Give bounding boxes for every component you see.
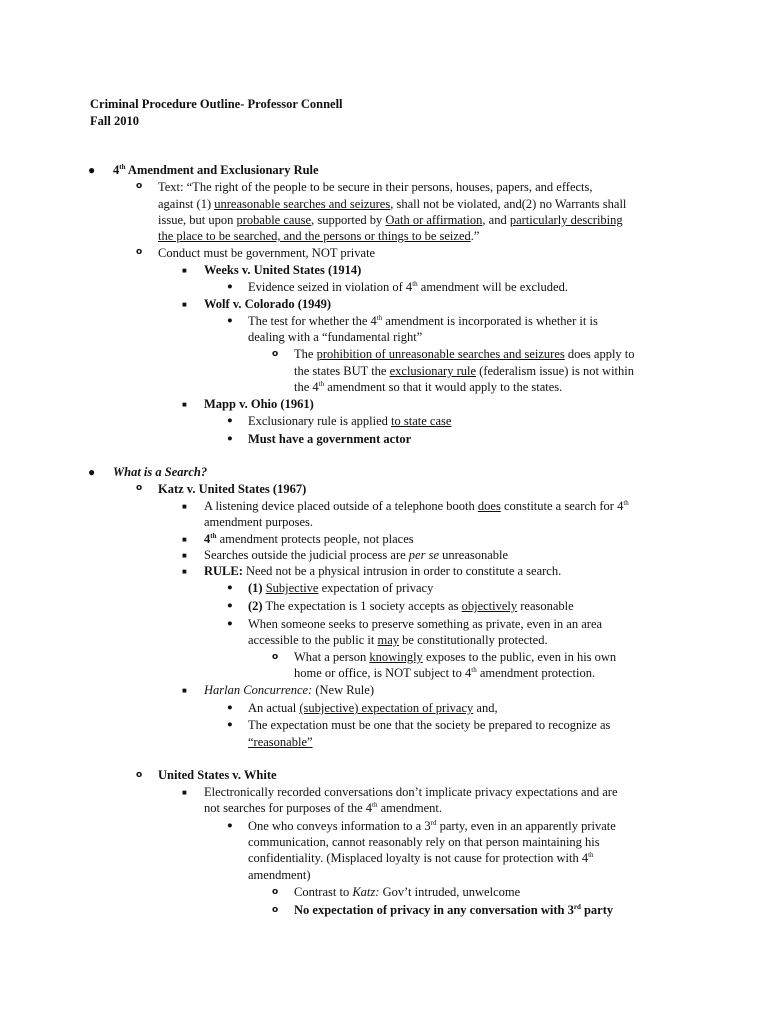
- case-weeks: Weeks v. United States (1914): [204, 263, 362, 277]
- case-katz: Katz v. United States (1967): [158, 482, 307, 496]
- bullet-marker-level4: ●: [227, 434, 233, 444]
- bullet-marker-level5: o: [272, 905, 279, 915]
- document-term: Fall 2010: [90, 114, 139, 128]
- mapp-point: Exclusionary rule is applied to state case: [248, 414, 452, 428]
- amendment-text-line: against (1) unreasonable searches and seizures, shall not be violated, and(2) no Warrants shall: [158, 197, 627, 211]
- white-conclusion: No expectation of privacy in any conversation with 3rd party: [294, 903, 614, 917]
- document-title: Criminal Procedure Outline- Professor Connell: [90, 97, 343, 111]
- bullet-marker-level3: ■: [182, 266, 187, 275]
- rule-element: When someone seeks to preserve something as private, even in an area: [248, 617, 603, 631]
- harlan-concurrence: Harlan Concurrence: (New Rule): [204, 683, 374, 697]
- bullet-marker-level4: ●: [227, 416, 233, 426]
- bullet-marker-level2: o: [136, 770, 143, 780]
- wolf-point-line: dealing with a “fundamental right”: [248, 330, 423, 344]
- white-subpoint: One who conveys information to a 3rd party, even in an apparently private: [248, 819, 616, 833]
- bullet-marker-level5: o: [272, 887, 279, 897]
- amendment-text-line: issue, but upon probable cause, supported by Oath or affirmation, and particularly describing: [158, 213, 623, 227]
- bullet-marker-level4: ●: [227, 821, 233, 831]
- section-heading-fourth-amendment: 4th Amendment and Exclusionary Rule: [113, 163, 319, 177]
- bullet-marker-level5: o: [272, 652, 279, 662]
- katz-point-line: amendment purposes.: [204, 515, 314, 529]
- rule-element-line: accessible to the public it may be constitutionally protected.: [248, 633, 548, 647]
- rule-element: (1) Subjective expectation of privacy: [248, 581, 434, 595]
- bullet-marker-level2: o: [136, 247, 143, 257]
- mapp-point: Must have a government actor: [248, 432, 412, 446]
- bullet-marker-level3: ■: [182, 400, 187, 409]
- wolf-subpoint-line: the 4th amendment so that it would apply to the states.: [294, 380, 563, 394]
- bullet-marker-level2: o: [136, 181, 143, 191]
- white-subpoint-line: confidentiality. (Misplaced loyalty is not cause for protection with 4th: [248, 851, 594, 865]
- section-heading-search: What is a Search?: [113, 465, 208, 479]
- white-subpoint-line: communication, cannot reasonably rely on that person maintaining his: [248, 835, 600, 849]
- harlan-point-line: “reasonable”: [248, 735, 313, 749]
- bullet-marker-level3: ■: [182, 567, 187, 576]
- white-point-line: not searches for purposes of the 4th amendment.: [204, 801, 443, 815]
- bullet-marker-level4: ●: [227, 583, 233, 593]
- bullet-marker-level3: ■: [182, 686, 187, 695]
- bullet-marker-level4: ●: [227, 282, 233, 292]
- katz-point: A listening device placed outside of a telephone booth does constitute a search for 4th: [204, 499, 629, 513]
- bullet-marker-level3: ■: [182, 300, 187, 309]
- amendment-text-line: Text: “The right of the people to be secure in their persons, houses, papers, and effects,: [158, 180, 593, 194]
- case-wolf: Wolf v. Colorado (1949): [204, 297, 332, 311]
- bullet-marker-level1: ●: [88, 465, 96, 479]
- bullet-marker-level3: ■: [182, 551, 187, 560]
- bullet-marker-level4: ●: [227, 316, 233, 326]
- white-point: Electronically recorded conversations don’t implicate privacy expectations and are: [204, 785, 618, 799]
- conduct-point: Conduct must be government, NOT private: [158, 246, 376, 260]
- bullet-marker-level3: ■: [182, 788, 187, 797]
- bullet-marker-level3: ■: [182, 502, 187, 511]
- katz-rule: RULE: Need not be a physical intrusion in order to constitute a search.: [204, 564, 562, 578]
- wolf-subpoint: The prohibition of unreasonable searches and seizures does apply to: [294, 347, 635, 361]
- harlan-point: The expectation must be one that the society be prepared to recognize as: [248, 718, 611, 732]
- rule-subpoint-line: home or office, is NOT subject to 4th amendment protection.: [294, 666, 596, 680]
- bullet-marker-level2: o: [136, 483, 143, 493]
- bullet-marker-level3: ■: [182, 535, 187, 544]
- bullet-marker-level4: ●: [227, 703, 233, 713]
- rule-subpoint: What a person knowingly exposes to the public, even in his own: [294, 650, 617, 664]
- wolf-subpoint-line: the states BUT the exclusionary rule (federalism issue) is not within: [294, 364, 634, 378]
- harlan-point: An actual (subjective) expectation of privacy and,: [248, 701, 498, 715]
- bullet-marker-level4: ●: [227, 720, 233, 730]
- katz-point: 4th amendment protects people, not places: [204, 532, 414, 546]
- case-mapp: Mapp v. Ohio (1961): [204, 397, 314, 411]
- amendment-text-line: the place to be searched, and the persons or things to be seized.”: [158, 229, 480, 243]
- bullet-marker-level5: o: [272, 349, 279, 359]
- bullet-marker-level4: ●: [227, 601, 233, 611]
- weeks-point: Evidence seized in violation of 4th amendment will be excluded.: [248, 280, 568, 294]
- bullet-marker-level1: ●: [88, 163, 96, 177]
- katz-point: Searches outside the judicial process are per se unreasonable: [204, 548, 509, 562]
- case-white: United States v. White: [158, 768, 277, 782]
- white-subpoint-line: amendment): [248, 868, 311, 882]
- bullet-marker-level4: ●: [227, 619, 233, 629]
- white-contrast: Contrast to Katz: Gov’t intruded, unwelcome: [294, 885, 521, 899]
- rule-element: (2) The expectation is 1 society accepts as objectively reasonable: [248, 599, 574, 613]
- wolf-point: The test for whether the 4th amendment is incorporated is whether it is: [248, 314, 598, 328]
